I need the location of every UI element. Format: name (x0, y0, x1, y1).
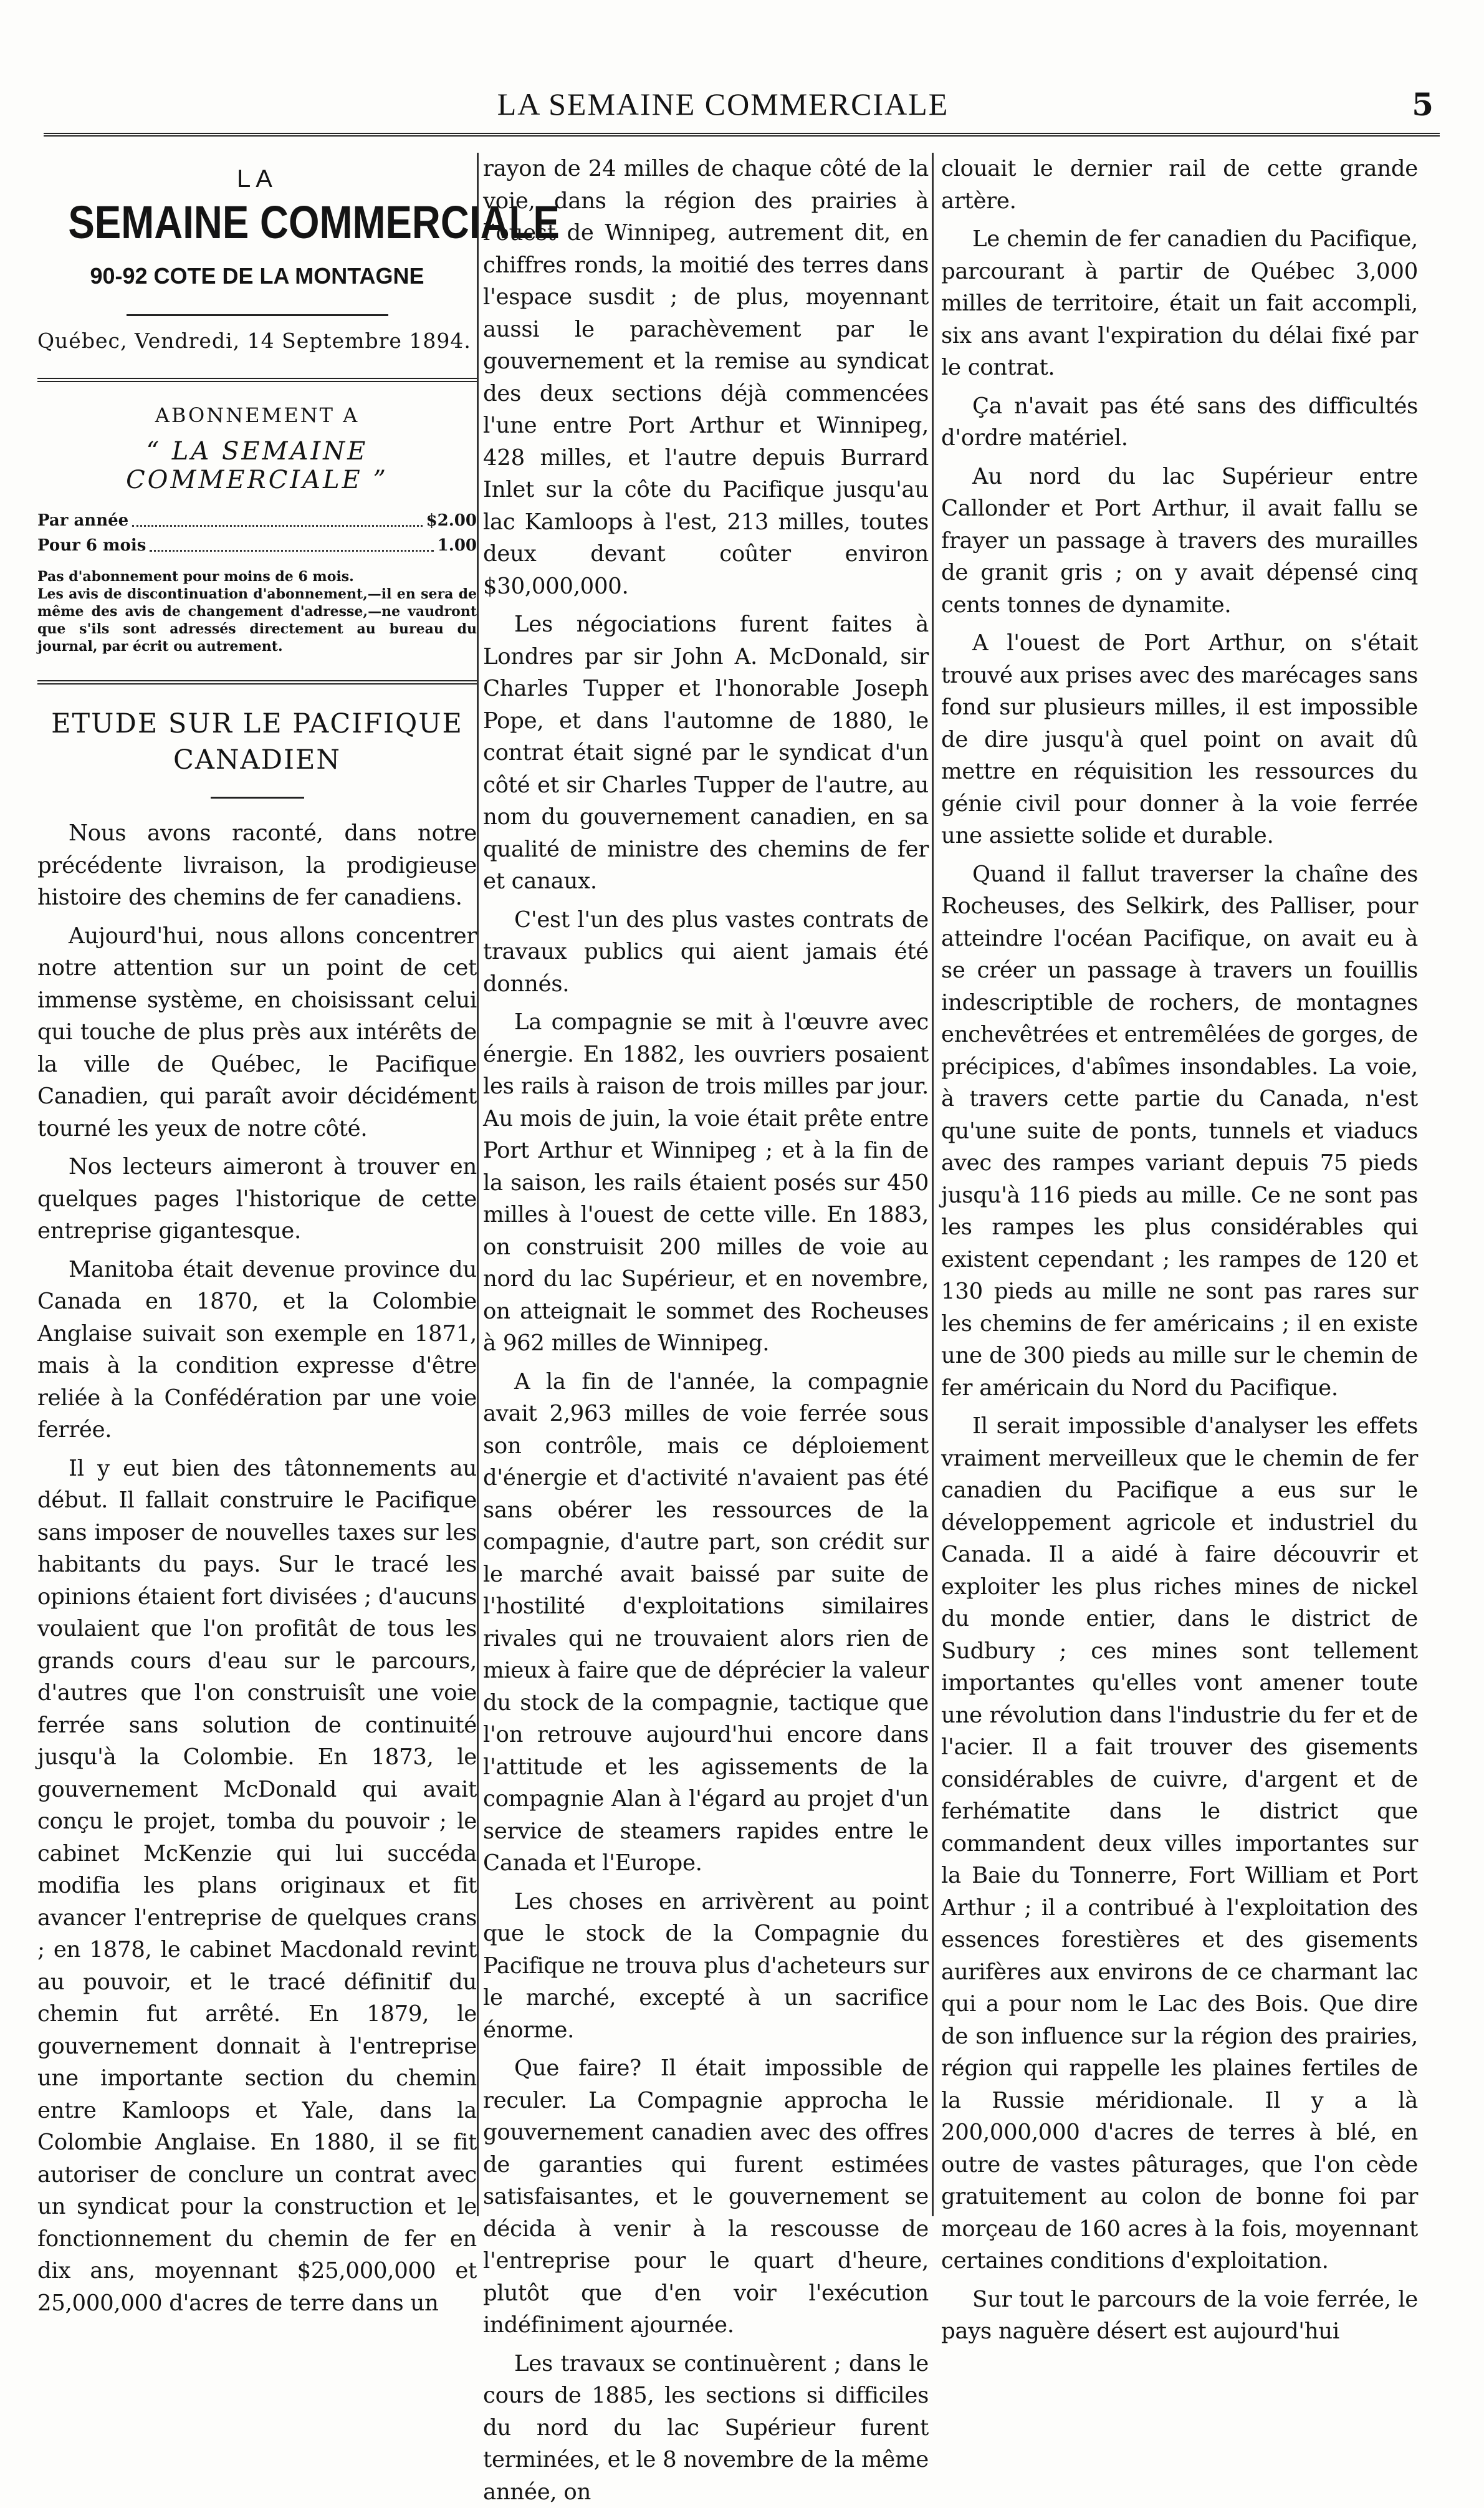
note-line: Pas d'abonnement pour moins de 6 mois. (37, 568, 477, 585)
column-1 (37, 153, 477, 2216)
paragraph: Le chemin de fer canadien du Pacifique, parcourant à partir de Québec 3,000 milles de territoire, était un fait accompli, six ans avant l'expiration du délai fixé par le contrat. (941, 223, 1418, 384)
paragraph: Les négociations furent faites à Londres par sir John A. McDonald, sir Charles Tupper et l'honorable Joseph Pope, et dans l'automne de 1880, le contrat était signé par le syndicat d'un côté et sir Charles Tupper de l'autre, au nom du gouvernement canadien, en sa qualité de ministre des chemins de fer et canaux. (483, 608, 929, 898)
paragraph: clouait le dernier rail de cette grande artère. (941, 153, 1418, 217)
masthead-la: LA (37, 165, 477, 193)
divider (211, 797, 304, 799)
dot-leader (132, 511, 422, 527)
column-divider (477, 153, 479, 2216)
paragraph: Il y eut bien des tâtonnements au début. Il fallait construire le Pacifique sans imposer de nouvelles taxes sur les habitants du pays. Sur le tracé les opinions étaient fort divisées ; d'aucuns voulaient que l'on profitât de tous les grands cours d'eau sur le parcours, d'autres que l'on construisît une voie ferrée sans solution de continuité jusqu'à la Colombie. En 1873, le gouvernement McDonald qui avait conçu le projet, tomba du pouvoir ; le cabinet McKenzie qui lui succéda modifia les plans originaux et fit avancer l'entreprise de quelques crans ; en 1878, le cabinet Macdonald revint au pouvoir, et le tracé définitif du chemin fut arrêté. En 1879, le gouvernement donnait à l'entreprise une importante section du chemin entre Kamloops et Yale, dans la Colombie Anglaise. En 1880, il se fit autoriser de conclure un contrat avec un syndicat pour la construction et le fonctionnement du chemin de fer en dix ans, moyennant $25,000,000 et 25,000,000 d'acres de terre dans un (37, 1453, 477, 2320)
paragraph: rayon de 24 milles de chaque côté de la voie, dans la région des prairies à l'ouest de Winnipeg, autrement dit, en chiffres ronds, la moitié des terres dans l'espace susdit ; de plus, moyennant aussi le parachèvement par le gouvernement et la remise au syndicat des deux sections déjà commencées l'une entre Port Arthur et Winnipeg, 428 milles, et l'autre depuis Burrard Inlet sur la côte du Pacifique jusqu'au lac Kamloops à l'est, 213 milles, toutes deux devant coûter environ $30,000,000. (483, 153, 929, 602)
paragraph: La compagnie se mit à l'œuvre avec énergie. En 1882, les ouvriers posaient les rails à raison de trois milles par jour. Au mois de juin, la voie était prête entre Port Arthur et Winnipeg ; et à la fin de la saison, les rails étaient posés sur 450 milles à l'ouest de cette ville. En 1883, on construisit 200 milles de voie au nord du lac Supérieur, et en novembre, on atteignait le sommet des Rocheuses à 962 milles de Winnipeg. (483, 1006, 929, 1360)
masthead-title: SEMAINE COMMERCIALE (68, 199, 446, 246)
price-value: 1.00 (438, 536, 477, 557)
subscription-heading: ABONNEMENT A (37, 403, 477, 427)
column-divider (932, 153, 934, 2216)
paragraph: Manitoba était devenue province du Canada en 1870, et la Colombie Anglaise suivait son exemple en 1871, mais à la condition expresse d'être reliée à la Confédération par une voie ferrée. (37, 1254, 477, 1446)
paragraph: Les travaux se continuèrent ; dans le cours de 1885, les sections si difficiles du nord du lac Supérieur furent terminées, et le 8 novembre de la même année, on (483, 2348, 929, 2508)
paragraph: Sur tout le parcours de la voie ferrée, le pays naguère désert est aujourd'hui (941, 2284, 1418, 2348)
paragraph: Au nord du lac Supérieur entre Callonder et Port Arthur, il avait fallu se frayer un passage à travers des murailles de granit gris ; on y avait dépensé cinq cents tonnes de dynamite. (941, 461, 1418, 622)
price-row (37, 511, 477, 532)
note-line: Les avis de discontinuation d'abonnement,—il en sera de même des avis de changement d'adresse,—ne vaudront que s'ils sont adressés directement au bureau du journal, par écrit ou autrement. (37, 585, 477, 656)
masthead-address: 90-92 COTE DE LA MONTAGNE (37, 263, 477, 289)
article-title: ETUDE SUR LE PACIFIQUE CANADIEN (37, 706, 477, 778)
price-value: $2.00 (426, 511, 477, 532)
paragraph: C'est l'un des plus vastes contrats de travaux publics qui aient jamais été donnés. (483, 904, 929, 1001)
divider (127, 314, 388, 316)
subscription-note (37, 568, 477, 656)
page-header (37, 69, 1446, 143)
masthead (37, 165, 477, 316)
divider (37, 680, 477, 685)
page-number: 5 (1412, 86, 1434, 123)
header-rule (44, 133, 1440, 137)
dateline: Québec, Vendredi, 14 Septembre 1894. (37, 329, 477, 353)
paragraph: A l'ouest de Port Arthur, on s'était trouvé aux prises avec des marécages sans fond sur plusieurs milles, il est impossible de dire jusqu'à quel point on avait dû mettre en réquisition les ressources du génie civil pour donner à la voie ferrée une assiette solide et durable. (941, 627, 1418, 852)
paragraph: A la fin de l'année, la compagnie avait 2,963 milles de voie ferrée sous son contrôle, mais ce déploiement d'énergie et d'activité n'avaient pas été sans obérer les ressources de la compagnie, d'autre part, son crédit sur le marché avait baissé par suite de l'hostilité d'exploitations similaires rivales qui ne trouvaient alors rien de mieux à faire que de déprécier la valeur du stock de la compagnie, tactique que l'on retrouve aujourd'hui encore dans l'attitude et les agissements de la compagnie Alan à l'égard au projet d'un service de steamers rapides entre le Canada et l'Europe. (483, 1366, 929, 1880)
paragraph: Nos lecteurs aimeront à trouver en quelques pages l'historique de cette entreprise gigantesque. (37, 1151, 477, 1247)
paragraph: Nous avons raconté, dans notre précédente livraison, la prodigieuse histoire des chemins de fer canadiens. (37, 817, 477, 914)
price-row (37, 536, 477, 557)
subscription-title: “ LA SEMAINE COMMERCIALE ” (37, 437, 477, 494)
paragraph: Aujourd'hui, nous allons concentrer notre attention sur un point de cet immense système, en choisissant celui qui touche de plus près aux intérêts de la ville de Québec, le Pacifique Canadien, qui paraît avoir décidément tourné les yeux de notre côté. (37, 920, 477, 1145)
column-2 (483, 153, 929, 2216)
column-3 (941, 153, 1418, 2216)
running-title: LA SEMAINE COMMERCIALE (37, 86, 1409, 122)
paragraph: Quand il fallut traverser la chaîne des Rocheuses, des Selkirk, des Palliser, pour atteindre l'océan Pacifique, on avait eu à se créer un passage à travers un fouillis indescriptible de rochers, de montagnes enchevêtrées et entremêlées de gorges, de précipices, d'abîmes insondables. La voie, à travers cette partie du Canada, n'est qu'une suite de ponts, tunnels et viaducs avec des rampes variant depuis 75 pieds jusqu'à 116 pieds au mille. Ce ne sont pas les rampes les plus considérables qui existent cependant ; les rampes de 120 et 130 pieds au mille ne sont pas rares sur les chemins de fer américains ; il en existe une de 300 pieds au mille sur le chemin de fer américain du Nord du Pacifique. (941, 858, 1418, 1405)
divider (37, 378, 477, 382)
price-label: Pour 6 mois (37, 536, 146, 557)
paragraph: Il serait impossible d'analyser les effets vraiment merveilleux que le chemin de fer canadien du Pacifique a eus sur le développement agricole et industriel du Canada. Il a aidé à faire découvrir et exploiter les plus riches mines de nickel du monde entier, dans le district de Sudbury ; ces mines sont tellement importantes qu'elles vont amener toute une révolution dans l'industrie du fer et de l'acier. Il a fait trouver des gisements considérables de cuivre, d'argent et de ferhématite dans le district que commandent deux villes importantes sur la Baie du Tonnerre, Fort William et Port Arthur ; il a contribué à l'exploitation des essences forestières et des gisements aurifères aux environs de ce charmant lac qui a pour nom le Lac des Bois. Que dire de son influence sur la région des prairies, région qui rappelle les plaines fertiles de la Russie méridionale. Il y a là 200,000,000 d'acres de terres à blé, en outre de vastes pâturages, que l'on cède gratuitement au colon de bonne foi par morçeau de 160 acres à la fois, moyennant certaines conditions d'exploitation. (941, 1410, 1418, 2277)
paragraph: Les choses en arrivèrent au point que le stock de la Compagnie du Pacifique ne trouva plus d'acheteurs sur le marché, excepté à un sacrifice énorme. (483, 1886, 929, 2047)
price-label: Par année (37, 511, 128, 532)
dot-leader (150, 536, 433, 552)
subscription-box (37, 403, 477, 655)
paragraph: Ça n'avait pas été sans des difficultés d'ordre matériel. (941, 390, 1418, 454)
paragraph: Que faire? Il était impossible de reculer. La Compagnie approcha le gouvernement canadien avec des offres de garanties qui furent estimées satisfaisantes, et le gouvernement se décida à venir à la rescousse de l'entreprise pour le quart d'heure, plutôt que d'en voir l'exécution indéfiniment ajournée. (483, 2052, 929, 2342)
